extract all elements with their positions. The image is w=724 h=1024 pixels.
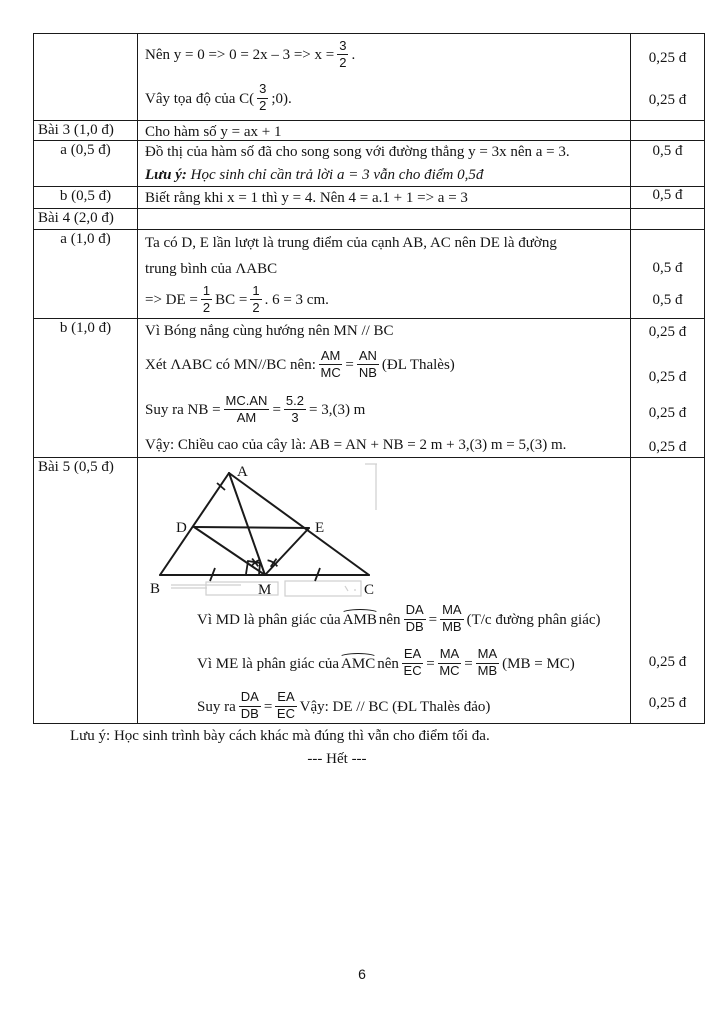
math-text: = (464, 655, 473, 672)
math-text: = (426, 655, 435, 672)
score: 0,25 đ (648, 50, 687, 66)
math-line (197, 642, 628, 686)
row7-label-cell (34, 319, 138, 458)
fraction (250, 284, 261, 315)
question-label: Bài 3 (1,0 đ) (38, 122, 114, 138)
math-text: = (272, 402, 281, 418)
score: 0,5 đ (652, 292, 683, 308)
fraction (284, 394, 306, 425)
text: Vì Bóng nắng cùng hướng nên MN // BC (145, 322, 394, 339)
math-text: => DE = (145, 292, 198, 308)
denominator: 2 (202, 299, 211, 315)
answer-text: Đồ thị của hàm số đã cho song song với đường thẳng y = 3x nên a = 3. (145, 144, 570, 160)
row6-points-cell (631, 230, 705, 319)
denominator: 2 (339, 54, 347, 70)
denominator: EC (276, 706, 295, 721)
numerator: DA (239, 690, 261, 706)
fraction (224, 394, 270, 425)
fraction (438, 647, 462, 678)
answer-text (145, 256, 628, 282)
fraction (201, 284, 212, 315)
math-text: Xét ΛABC có MN//BC nên: (145, 357, 316, 373)
math-text: Suy ra (197, 698, 236, 715)
row8-answer-cell (138, 458, 631, 724)
denominator: NB (358, 364, 377, 380)
fraction (257, 82, 268, 113)
question-label: b (0,5 đ) (59, 188, 112, 204)
row4-answer-cell (138, 187, 631, 209)
fraction (337, 39, 348, 70)
numerator: AN (357, 349, 379, 365)
denominator: MB (442, 619, 462, 634)
numerator: MA (440, 603, 464, 619)
row8-points-cell (631, 458, 705, 724)
math-text: BC = (215, 292, 248, 308)
denominator: DB (240, 706, 259, 721)
row3-points-cell (631, 141, 705, 187)
math-line (145, 34, 628, 77)
numerator: 3 (257, 82, 268, 98)
math-line (197, 598, 628, 642)
question-label: Bài 4 (2,0 đ) (38, 210, 114, 226)
math-text: = (263, 698, 273, 715)
answer-text: Biết rằng khi x = 1 thì y = 4. Nên 4 = a.1 + 1 => a = 3 (145, 190, 468, 206)
vertex-label-b: B (150, 581, 161, 597)
vertex-label-a: A (237, 464, 248, 480)
triangle-lines (160, 473, 369, 575)
numerator: EA (402, 647, 423, 663)
tick-marks (210, 483, 320, 581)
fraction (476, 647, 500, 678)
row4-points-cell (631, 187, 705, 209)
rubric-table (33, 33, 705, 724)
numerator: AM (319, 349, 343, 365)
end-marker: --- Hết --- (307, 751, 367, 767)
math-text: (MB = MC) (502, 655, 575, 672)
denominator: EC (403, 663, 422, 678)
question-label: b (1,0 đ) (59, 320, 112, 336)
numerator: MA (476, 647, 500, 663)
row5-label-cell (34, 209, 138, 230)
math-text: Suy ra NB = (145, 402, 221, 418)
fraction (402, 647, 423, 678)
row7-points-cell (631, 319, 705, 458)
math-text: Vì MD là phân giác của (197, 611, 341, 628)
denominator: AM (236, 409, 257, 425)
note-text: Học sinh chỉ cần trả lời a = 3 vẫn cho điểm 0,5đ (186, 167, 484, 183)
fraction (319, 349, 343, 380)
math-line (197, 686, 628, 728)
row2-answer-cell (138, 121, 631, 141)
vertex-label-d: D (176, 520, 187, 536)
text: Vậy: Chiều cao của cây là: AB = AN + NB = 2 m + 3,(3) m = 5,(3) m. (145, 436, 567, 453)
row8-label-cell (34, 458, 138, 724)
answer-text (145, 433, 628, 457)
math-text: Nên y = 0 => 0 = 2x – 3 => x = (145, 47, 335, 63)
numerator: MA (438, 647, 462, 663)
row5-points-cell (631, 209, 705, 230)
numerator: 1 (201, 284, 212, 300)
row6-label-cell (34, 230, 138, 319)
math-text: nên (378, 611, 401, 628)
math-text: (T/c đường phân giác) (466, 611, 601, 628)
row3-answer-cell (138, 141, 631, 187)
numerator: 5.2 (284, 394, 306, 410)
denominator: MC (320, 364, 341, 380)
row1-label-cell (34, 34, 138, 121)
math-text: Vì ME là phân giác của (197, 655, 340, 672)
answer-text (145, 230, 628, 256)
score: 0,25 đ (648, 92, 687, 108)
question-label: a (0,5 đ) (60, 142, 111, 158)
math-text: ;0). (271, 90, 292, 107)
math-text: . (351, 47, 356, 63)
fraction (404, 603, 426, 634)
answer-text: Cho hàm số y = ax + 1 (145, 124, 282, 140)
text: Ta có D, E lần lượt là trung điểm của cạnh AB, AC nên DE là đường (145, 234, 557, 251)
note-label: Lưu ý: (145, 167, 187, 183)
row1-points-cell (631, 34, 705, 121)
math-text: . 6 = 3 cm. (264, 292, 329, 308)
denominator: DB (405, 619, 424, 634)
scan-artifacts (171, 464, 377, 596)
numerator: EA (275, 690, 296, 706)
math-line (145, 388, 628, 433)
score: 0,25 đ (648, 324, 687, 340)
math-text: = 3,(3) m (308, 402, 366, 418)
question-label: a (1,0 đ) (60, 231, 111, 247)
numerator: MC.AN (224, 394, 270, 410)
score: 0,25 đ (648, 369, 687, 385)
answer-note (145, 164, 628, 187)
row6-answer-cell (138, 230, 631, 319)
vertex-label-c: C (364, 582, 375, 598)
angle-hat: AMB (342, 611, 377, 628)
score: 0,25 đ (648, 405, 687, 421)
fraction (275, 690, 296, 721)
fraction (239, 690, 261, 721)
math-text: Vây tọa độ của C( (145, 90, 255, 107)
triangle-figure (149, 462, 384, 598)
row5-answer-cell (138, 209, 631, 230)
numerator: 3 (337, 39, 348, 55)
math-line (145, 343, 628, 388)
footer-note: Lưu ý: Học sinh trình bày cách khác mà đúng thì vẫn cho điểm tối đa. (70, 728, 490, 744)
denominator: 2 (252, 299, 260, 315)
row7-answer-cell (138, 319, 631, 458)
row4-label-cell (34, 187, 138, 209)
row1-answer-cell (138, 34, 631, 121)
score: 0,25 đ (648, 439, 687, 455)
vertex-label-e: E (315, 520, 325, 536)
vertex-label-m: M (258, 582, 272, 598)
math-text: Vậy: DE // BC (ĐL Thalès đảo) (299, 698, 491, 715)
angle-hat: AMC (341, 655, 376, 672)
text: trung bình của ΛABC (145, 260, 278, 277)
score: 0,25 đ (648, 654, 687, 670)
score: 0,5 đ (652, 260, 683, 276)
score: 0,25 đ (648, 695, 687, 711)
answer-text (145, 319, 628, 343)
question-label: Bài 5 (0,5 đ) (38, 459, 114, 475)
math-line (145, 77, 628, 121)
math-line (145, 282, 628, 319)
fraction (440, 603, 464, 634)
math-text: = (345, 357, 354, 373)
denominator: 2 (259, 98, 267, 113)
denominator: MB (477, 663, 498, 678)
math-text: nên (377, 655, 399, 672)
math-text: = (428, 611, 438, 628)
fraction (357, 349, 379, 380)
page-number: 6 (358, 966, 366, 982)
row2-label-cell (34, 121, 138, 141)
row3-label-cell (34, 141, 138, 187)
score: 0,5 đ (652, 187, 683, 203)
row2-points-cell (631, 121, 705, 141)
denominator: MC (439, 663, 460, 678)
numerator: DA (404, 603, 426, 619)
math-text: (ĐL Thalès) (381, 357, 455, 373)
score: 0,5 đ (652, 143, 683, 159)
numerator: 1 (250, 284, 261, 300)
denominator: 3 (291, 409, 299, 425)
